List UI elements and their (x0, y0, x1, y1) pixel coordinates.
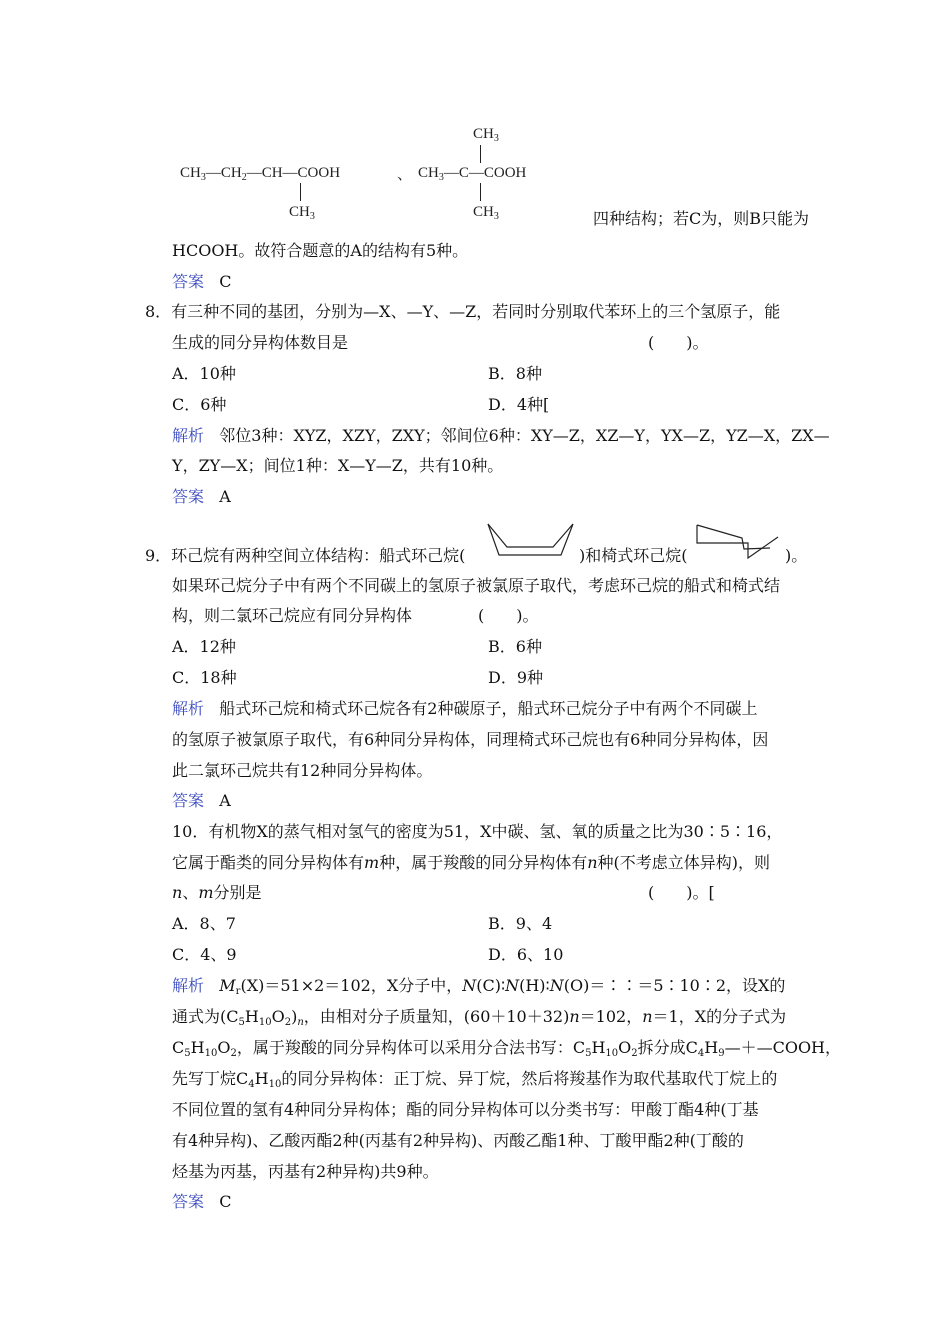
q10-mr: M (219, 976, 236, 995)
q10-option-d: D．6、10 (488, 945, 564, 964)
q10-jx2-b: H (244, 1007, 259, 1026)
q10-jx3-s5: 10 (605, 1048, 619, 1059)
formula-2-bottom-bond (480, 183, 481, 201)
q10-jx2-n: n (297, 1017, 304, 1028)
formula-1-bond (300, 183, 301, 201)
q10-jx3-i: —＋—COOH， (724, 1038, 842, 1057)
answer-value: C (219, 272, 232, 291)
formula-2-ch3: $CH_3$ (418, 165, 444, 183)
answer-label: 答案 (172, 272, 205, 291)
q10-jx2-n3: n (642, 1007, 653, 1026)
q9-analysis-text1: 船式环己烷和椅式环己烷各有2种碳原子，船式环己烷分子中有两个不同碳上 (219, 699, 758, 718)
formula-2-main-chain: $CH_3—C—COOH$ (418, 165, 527, 183)
q8-option-a: A．10种 (172, 364, 236, 383)
q10-jx4-c: 的同分异构体：正丁烷、异丁烷，然后将羧基作为取代基取代丁烷上的 (281, 1069, 778, 1088)
q10-option-c: C．4、9 (172, 945, 237, 964)
q10-stem-line1: 10．有机物X的蒸气相对氢气的密度为51，X中碳、氢、氧的质量之比为30∶5∶16， (172, 822, 783, 841)
q8-analysis-text1: 邻位3种：XYZ，XZY，ZXY；邻间位6种：XY—Z，XZ—Y，YX—Z，YZ—X，ZX— (219, 426, 830, 445)
q10-var-m: m (364, 853, 380, 872)
q10-analysis-line1 (172, 975, 785, 1003)
q8-option-d: D．4种[ (488, 395, 550, 414)
formula-1-ch3: $CH_3$ (180, 165, 206, 183)
q10-jx4-s1: 4 (248, 1079, 255, 1090)
continuation-line: HCOOH。故符合题意的A的结构有5种。 (172, 241, 469, 260)
q10-line2-part-a: 它属于酯类的同分异构体有 (172, 853, 365, 872)
q10-jx4-b: H (254, 1069, 269, 1088)
q10-jx1-d: (O)＝∶∶＝5∶10∶2，设X的 (563, 976, 786, 995)
formula-1-ch2: $CH_2$ (220, 165, 247, 183)
q10-nc: N (462, 976, 477, 995)
q10-jx2-e: ，由相对分子质量知，(60＋10＋32) (303, 1007, 570, 1026)
q9-option-d: D．9种 (488, 668, 544, 687)
q10-line3-sep: 、 (182, 883, 199, 902)
q9-blank: ( )。 (478, 606, 539, 625)
q10-var-n: n (587, 853, 598, 872)
q10-option-a: A．8、7 (172, 914, 236, 933)
q10-jx1-c: (H)∶ (519, 976, 550, 995)
chair-cyclohexane-icon (692, 522, 784, 562)
q10-jx2-c: O (271, 1007, 285, 1026)
q8-answer-value: A (219, 487, 231, 506)
q10-jx2-a: 通式为(C (172, 1007, 239, 1026)
q10-analysis-line3 (172, 1037, 841, 1065)
q8-blank: ( )。 (648, 333, 709, 352)
q10-jx3-s3: 2 (230, 1048, 237, 1059)
q10-answer (172, 1191, 232, 1213)
q10-jx3-d: ，属于羧酸的同分异构体可以采用分合法书写：C (236, 1038, 586, 1057)
formula-2-top-bond (480, 145, 481, 163)
formula-2-c: C (458, 165, 469, 181)
q10-line2-part-c: 种(不考虑立体异构)，则 (597, 853, 771, 872)
q9-analysis-line3: 此二氯环己烷共有12种同分异构体。 (172, 761, 433, 780)
q9-stem-line1b: )和椅式环己烷( (579, 546, 688, 565)
q8-analysis-label: 解析 (172, 426, 205, 445)
q10-jx3-f: O (618, 1038, 632, 1057)
formula-1-main-chain: $CH_3—CH_2—CH—COOH$ (180, 165, 341, 183)
q9-option-a: A．12种 (172, 637, 236, 656)
q9-answer-label: 答案 (172, 791, 205, 810)
q9-analysis-line2: 的氢原子被氯原子取代，有6种同分异构体，同理椅式环己烷也有6种同分异构体，因 (172, 730, 769, 749)
q9-stem-line3: 构，则二氯环己烷应有同分异构体 (172, 606, 413, 625)
q10-jx3-s2: 10 (204, 1048, 218, 1059)
formula-1-ch: CH (261, 165, 283, 181)
q10-line3-var-n: n (172, 883, 183, 902)
q10-nh: N (505, 976, 520, 995)
q9-answer (172, 790, 231, 812)
q10-jx3-s6: 2 (631, 1048, 638, 1059)
q10-answer-value: C (219, 1192, 232, 1211)
q10-jx2-n2: n (569, 1007, 580, 1026)
q10-analysis-line7: 烃基为丙基，丙基有2种异构)共9种。 (172, 1162, 439, 1181)
q10-jx3-c: O (217, 1038, 231, 1057)
formula-2-bottom: $CH_3$ (473, 204, 499, 222)
q8-analysis-line2: Y，ZY—X；间位1种：X—Y—Z，共有10种。 (172, 456, 504, 475)
answer-prev (172, 271, 232, 293)
q10-jx2-g: ＝1，X的分子式为 (652, 1007, 787, 1026)
q10-analysis-line4 (172, 1068, 777, 1096)
q10-analysis-line2 (172, 1006, 786, 1034)
q10-blank: ( )。[ (648, 883, 715, 902)
q10-stem-line3 (172, 882, 262, 904)
q9-analysis-line1 (172, 698, 757, 720)
q10-jx1-b: (C)∶ (476, 976, 506, 995)
q10-jx2-s2: 10 (258, 1017, 272, 1028)
q10-line3-text: 分别是 (213, 883, 262, 902)
q10-analysis-label: 解析 (172, 976, 205, 995)
formula-2-cooh: COOH (483, 165, 527, 181)
boat-cyclohexane-icon (485, 520, 577, 562)
q8-option-b: B．8种 (488, 364, 542, 383)
q10-jx3-s4: 5 (585, 1048, 592, 1059)
q10-option-b: B．9、4 (488, 914, 553, 933)
q10-answer-label: 答案 (172, 1192, 205, 1211)
q10-jx2-s1: 5 (238, 1017, 245, 1028)
q8-answer (172, 486, 231, 508)
q10-jx3-a: C (172, 1038, 185, 1057)
q10-jx3-s1: 5 (184, 1048, 191, 1059)
q10-jx2-f: ＝102， (579, 1007, 643, 1026)
formula-1-branch: $CH_3$ (289, 204, 315, 222)
q10-jx2-s3: 2 (284, 1017, 292, 1028)
q10-line3-var-m: m (198, 883, 214, 902)
q9-option-c: C．18种 (172, 668, 237, 687)
q8-stem-line2: 生成的同分异构体数目是 (172, 333, 349, 352)
formula-tail-text: 四种结构；若C为，则B只能为 (593, 209, 810, 228)
q9-stem-line2: 如果环己烷分子中有两个不同碳上的氢原子被氯原子取代，考虑环己烷的船式和椅式结 (172, 576, 781, 595)
q8-option-c: C．6种 (172, 395, 227, 414)
q10-analysis-line5: 不同位置的氢有4种同分异构体；酯的同分异构体可以分类书写：甲酸丁酯4种(丁基 (172, 1100, 759, 1119)
q10-stem-line2 (172, 852, 770, 874)
formula-1-cooh: COOH (297, 165, 341, 181)
q10-analysis-line6: 有4种异构)、乙酸丙酯2种(丙基有2种异构)、丙酸乙酯1种、丁酸甲酯2种(丁酸的 (172, 1131, 744, 1150)
q10-jx4-a: 先写丁烷C (172, 1069, 249, 1088)
q10-jx3-b: H (190, 1038, 205, 1057)
q9-analysis-label: 解析 (172, 699, 205, 718)
q10-jx2-d: ) (291, 1007, 298, 1026)
formula-2-top: $CH_3$ (473, 126, 499, 144)
q9-option-b: B．6种 (488, 637, 542, 656)
q9-stem-line1a: 9．环己烷有两种空间立体结构：船式环己烷( (145, 546, 466, 565)
q10-jx1-a: (X)＝51×2＝102，X分子中， (240, 976, 463, 995)
q10-line2-part-b: 种，属于羧酸的同分异构体有 (379, 853, 588, 872)
q10-jx3-g: 拆分成C (637, 1038, 698, 1057)
q10-mr-sub: r (235, 986, 241, 997)
q9-stem-line1c: )。 (785, 546, 808, 565)
q10-jx3-s7: 4 (697, 1048, 705, 1059)
q8-analysis-line1 (172, 425, 830, 447)
q8-stem-line1: 8．有三种不同的基团，分别为—X、—Y、—Z，若同时分别取代苯环上的三个氢原子，能 (145, 302, 781, 321)
q10-jx3-s8: 9 (718, 1048, 725, 1059)
q10-jx4-s2: 10 (268, 1079, 282, 1090)
q10-jx3-e: H (591, 1038, 606, 1057)
q9-answer-value: A (219, 791, 231, 810)
q8-answer-label: 答案 (172, 487, 205, 506)
q10-jx3-h: H (704, 1038, 719, 1057)
q10-no: N (549, 976, 564, 995)
formula-separator: 、 (397, 167, 413, 183)
